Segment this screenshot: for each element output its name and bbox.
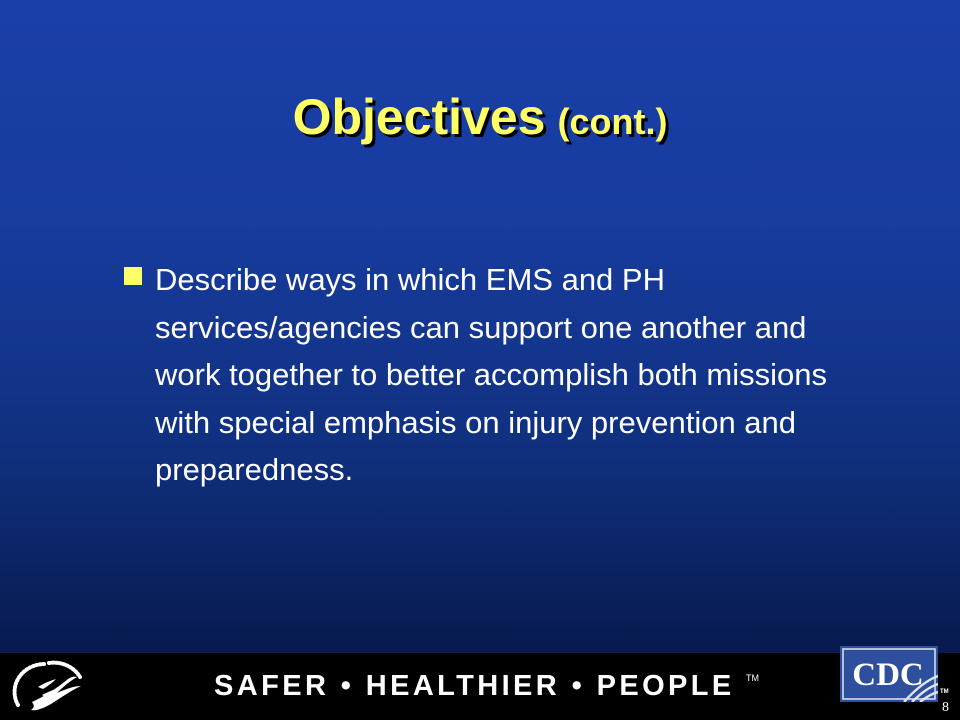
cdc-trademark: TM	[940, 689, 949, 695]
footer-bar	[0, 653, 960, 720]
cdc-logo-icon	[840, 646, 938, 702]
hhs-eagle-seal-icon	[8, 659, 98, 717]
slide-title-sub: (cont.)	[557, 101, 668, 142]
square-bullet-icon	[124, 267, 142, 285]
tagline: SAFER • HEALTHIER • PEOPLE	[214, 670, 735, 702]
bullet-text: Describe ways in which EMS and PH services/agencies can support one another and work together to better accomplish both missions with special emphasis on injury prevention and preparedness.	[155, 262, 827, 487]
slide-number: 8	[942, 700, 949, 715]
cdc-logo-text: CDC	[852, 657, 924, 693]
tagline-trademark: TM	[746, 673, 759, 683]
bullet-item	[122, 256, 862, 494]
slide-title-main: Objectives	[292, 89, 546, 145]
bullet-list	[122, 256, 862, 494]
slide-title	[0, 88, 960, 146]
